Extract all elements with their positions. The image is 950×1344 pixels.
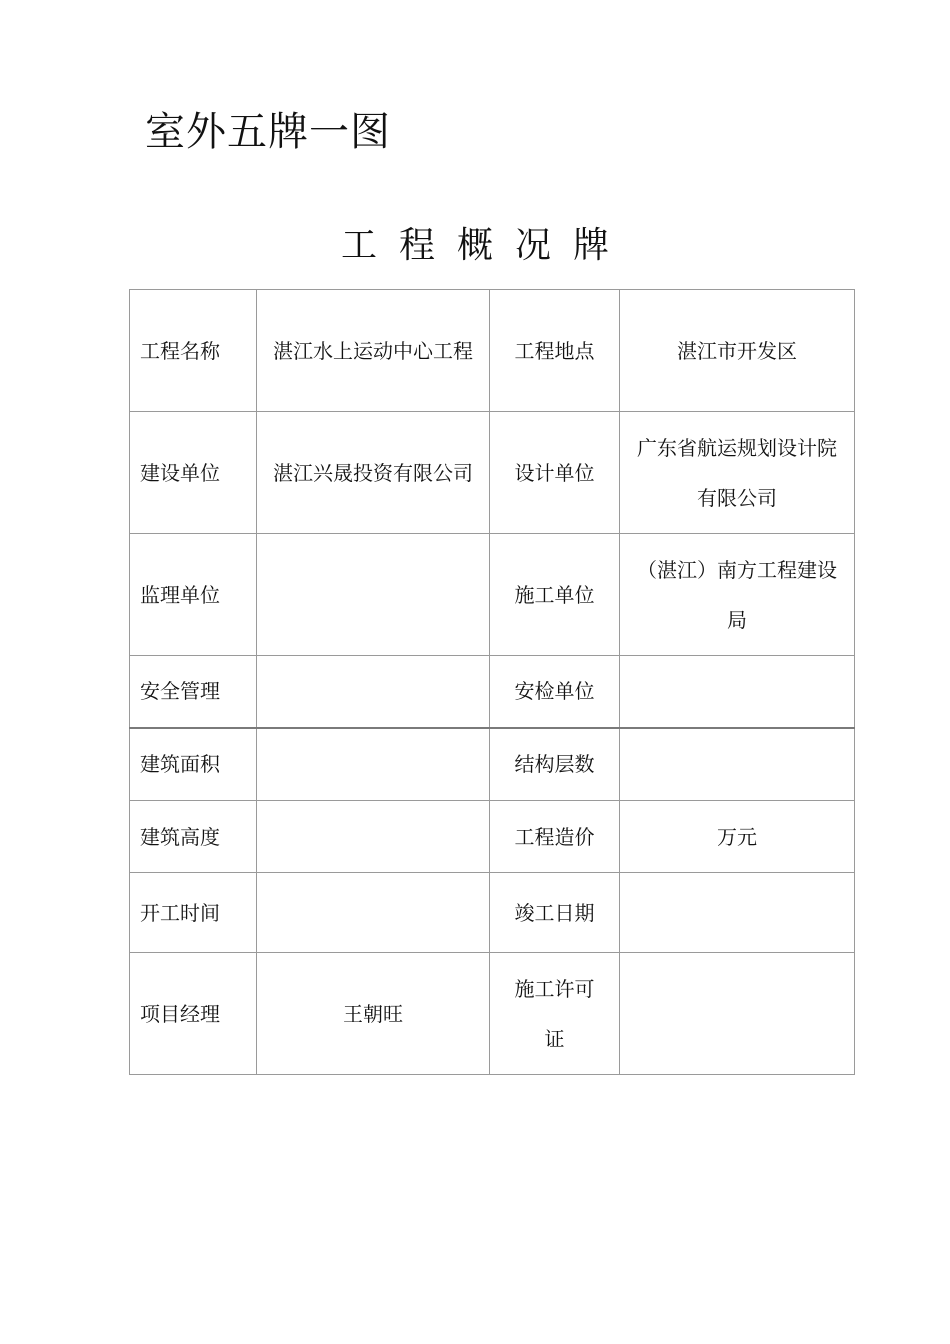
row-value bbox=[257, 728, 490, 801]
row-label: 建设单位 bbox=[130, 412, 257, 534]
row-label: 竣工日期 bbox=[490, 873, 620, 953]
row-label: 建筑高度 bbox=[130, 801, 257, 873]
row-label: 项目经理 bbox=[130, 953, 257, 1075]
row-label: 安检单位 bbox=[490, 656, 620, 728]
table-row bbox=[130, 534, 855, 656]
row-value: 王朝旺 bbox=[257, 953, 490, 1075]
row-label: 施工单位 bbox=[490, 534, 620, 656]
row-value: 万元 bbox=[620, 801, 855, 873]
row-label: 施工许可证 bbox=[490, 953, 620, 1075]
board-title: 工程概况牌 bbox=[340, 225, 631, 266]
row-value bbox=[620, 953, 855, 1075]
row-label: 工程地点 bbox=[490, 290, 620, 412]
row-value bbox=[257, 656, 490, 728]
row-value: 湛江水上运动中心工程 bbox=[257, 290, 490, 412]
row-label: 工程名称 bbox=[130, 290, 257, 412]
row-label: 结构层数 bbox=[490, 728, 620, 801]
row-value bbox=[620, 728, 855, 801]
row-value bbox=[620, 873, 855, 953]
row-label: 监理单位 bbox=[130, 534, 257, 656]
row-value bbox=[257, 873, 490, 953]
row-label: 设计单位 bbox=[490, 412, 620, 534]
page-heading: 室外五牌一图 bbox=[145, 109, 391, 155]
row-label: 安全管理 bbox=[130, 656, 257, 728]
table-row bbox=[130, 873, 855, 953]
row-value bbox=[257, 801, 490, 873]
table-row bbox=[130, 953, 855, 1075]
row-label: 建筑面积 bbox=[130, 728, 257, 801]
row-value bbox=[620, 656, 855, 728]
row-value: （湛江）南方工程建设局 bbox=[620, 534, 855, 656]
row-value bbox=[257, 534, 490, 656]
table-row bbox=[130, 290, 855, 412]
project-overview-table bbox=[129, 289, 855, 1075]
row-value: 湛江市开发区 bbox=[620, 290, 855, 412]
row-value: 广东省航运规划设计院有限公司 bbox=[620, 412, 855, 534]
table-row bbox=[130, 801, 855, 873]
row-value: 湛江兴晟投资有限公司 bbox=[257, 412, 490, 534]
row-label: 开工时间 bbox=[130, 873, 257, 953]
table-row bbox=[130, 656, 855, 728]
table-row bbox=[130, 412, 855, 534]
table-row bbox=[130, 728, 855, 801]
row-label: 工程造价 bbox=[490, 801, 620, 873]
